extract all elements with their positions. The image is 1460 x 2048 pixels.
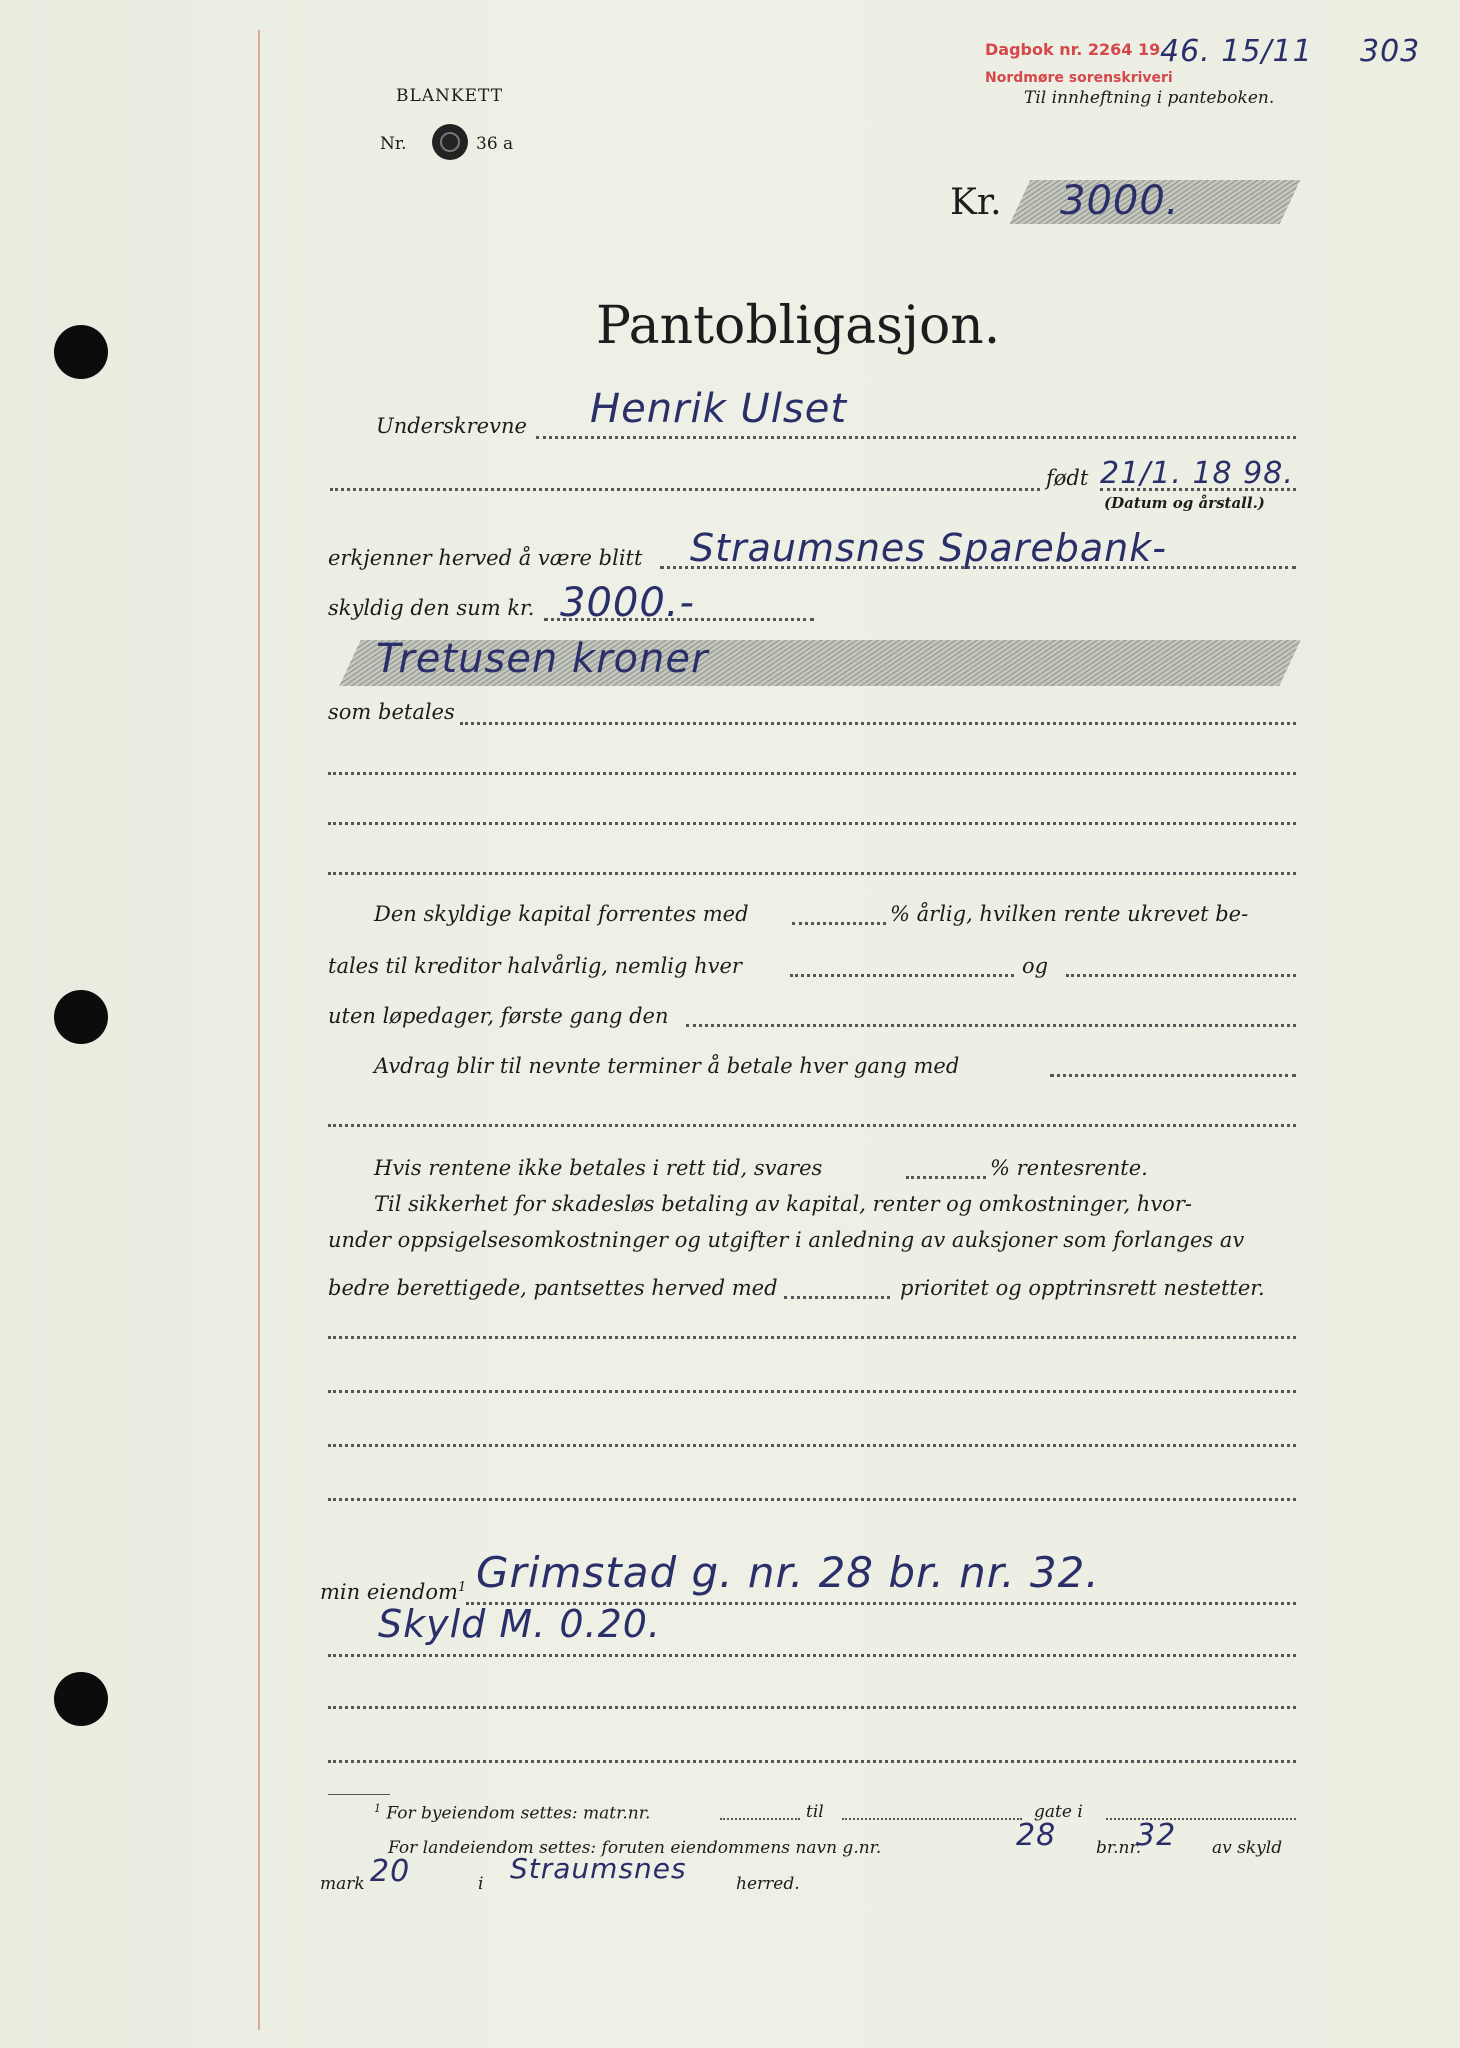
stamp-line-1: Dagbok nr. 2264 19	[985, 40, 1161, 59]
footnote-brnr: 32	[1136, 1818, 1177, 1853]
amount-value: 3000.	[1060, 178, 1180, 224]
footnote-herred: herred.	[736, 1874, 800, 1894]
blankett-label: BLANKETT	[396, 86, 504, 106]
footnote-1: $^1$ For byeiendom settes: matr.nr.	[374, 1802, 651, 1824]
footnote-mark-value: 20	[370, 1854, 411, 1889]
erkjenner-label: erkjenner herved å være blitt	[328, 546, 643, 570]
punch-hole	[54, 990, 108, 1044]
eiendom-line-2	[328, 1654, 1296, 1657]
page-number: 303	[1360, 34, 1421, 69]
kr-label: Kr.	[950, 182, 1002, 223]
footnote-brnr-label: br.nr.	[1096, 1838, 1142, 1858]
term-line-2	[1066, 974, 1296, 977]
body-line-1: Den skyldige kapital forrentes med	[374, 902, 749, 926]
rate-line	[792, 922, 886, 925]
blank-line	[328, 1498, 1296, 1501]
footnote-i: i	[478, 1874, 484, 1894]
punch-hole	[54, 1672, 108, 1726]
body-line-2: tales til kreditor halvårlig, nemlig hver	[328, 954, 742, 978]
nr-label: Nr.	[380, 134, 407, 154]
body-line-5b: % rentesrente.	[990, 1156, 1148, 1180]
fodt-label: født	[1046, 466, 1089, 490]
til-line	[842, 1818, 1022, 1820]
inheftning-note: Til innheftning i panteboken.	[1024, 88, 1275, 108]
seal-icon	[432, 124, 468, 160]
first-date-line	[686, 1024, 1296, 1027]
datum-note: (Datum og årstall.)	[1104, 494, 1265, 512]
erkjenner-value: Straumsnes Sparebank-	[690, 526, 1167, 570]
punch-hole	[54, 325, 108, 379]
body-line-6: Til sikkerhet for skadesløs betaling av kapital, renter og omkostninger, hvor-	[374, 1192, 1192, 1216]
footnote-1-til: til	[806, 1802, 824, 1822]
blank-line	[328, 1706, 1296, 1709]
nr-value: 36 a	[476, 134, 514, 154]
eiendom-label: min eiendom$^1$	[320, 1580, 467, 1604]
fodt-line-left	[330, 488, 1040, 491]
underskrevne-line	[536, 436, 1296, 439]
body-line-2b: og	[1022, 954, 1049, 978]
term-line	[790, 974, 1014, 977]
rentesrente-line	[906, 1176, 986, 1179]
footnote-herred-value: Straumsnes	[510, 1852, 687, 1885]
footnote-1-gate: gate i	[1034, 1802, 1083, 1822]
blank-line	[328, 1336, 1296, 1339]
eiendom-value-1: Grimstad g. nr. 28 br. nr. 32.	[476, 1548, 1100, 1597]
stamp-line-2: Nordmøre sorenskriveri	[985, 70, 1173, 86]
fodt-value: 21/1. 18 98.	[1100, 456, 1294, 491]
words-value: Tretusen kroner	[376, 636, 709, 682]
footnote-2: For landeiendom settes: foruten eiendommens navn g.nr.	[388, 1838, 882, 1858]
blank-line	[328, 872, 1296, 875]
body-line-8: bedre berettigede, pantsettes herved med	[328, 1276, 778, 1300]
body-line-1b: % årlig, hvilken rente ukrevet be-	[890, 902, 1249, 926]
blank-line	[328, 1760, 1296, 1763]
body-line-8b: prioritet og opptrinsrett nestetter.	[900, 1276, 1265, 1300]
body-line-4: Avdrag blir til nevnte terminer å betale hver gang med	[374, 1054, 960, 1078]
blank-line	[328, 1444, 1296, 1447]
matr-line	[720, 1818, 800, 1820]
blank-line	[328, 1124, 1296, 1127]
som-betales-line	[460, 722, 1296, 725]
footnote-rule	[328, 1794, 390, 1795]
skyldig-value: 3000.-	[560, 580, 695, 626]
blank-line	[328, 822, 1296, 825]
skyldig-label: skyldig den sum kr.	[328, 596, 535, 620]
page-title: Pantobligasjon.	[596, 296, 1001, 356]
footnote-skyld: av skyld	[1212, 1838, 1283, 1858]
body-line-3: uten løpedager, første gang den	[328, 1004, 669, 1028]
body-line-5: Hvis rentene ikke betales i rett tid, svares	[374, 1156, 823, 1180]
underskrevne-label: Underskrevne	[376, 414, 527, 438]
reference-handwritten: 46. 15/11	[1160, 34, 1313, 69]
body-line-7: under oppsigelsesomkostninger og utgifter i anledning av auksjoner som forlanges av	[328, 1228, 1245, 1252]
som-betales-label: som betales	[328, 700, 455, 724]
footnote-gnr: 28	[1016, 1818, 1057, 1853]
eiendom-value-2: Skyld M. 0.20.	[378, 1602, 662, 1646]
avdrag-line	[1050, 1074, 1296, 1077]
blank-line	[328, 772, 1296, 775]
gate-line	[1106, 1818, 1296, 1820]
underskrevne-value: Henrik Ulset	[590, 386, 847, 432]
prioritet-line	[784, 1296, 890, 1299]
blank-line	[328, 1390, 1296, 1393]
footnote-mark: mark	[320, 1874, 365, 1894]
margin-line	[258, 30, 260, 2030]
